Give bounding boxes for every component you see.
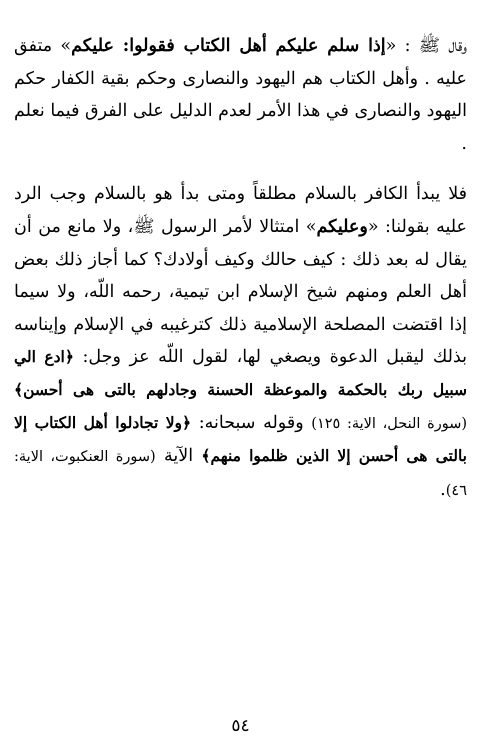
text-segment: وقال ﷺ : «: [385, 36, 467, 56]
paragraph-ruling: [14, 178, 467, 507]
quran-verse-nahl: ﴿ادع الي سبيل ربك بالحكمة والموعظة الحسنة وجادلهم بالتى هى أحسن﴾: [14, 347, 467, 399]
quran-verse-ankabut: ﴿ولا تجادلوا أهل الكتاب إلا بالتى هى أحسن إلا الذين ظلموا منهم﴾: [14, 412, 467, 466]
text-segment: » متفق عليه . وأهل الكتاب هم اليهود والنصارى وحكم بقية الكفار حكم اليهود والنصارى في هذا الأمر لعدم الدليل على الفرق فيما نعلم .: [14, 36, 467, 154]
text-segment: فلا يبدأ الكافر بالسلام مطلقاً ومتى بدأ هو بالسلام وجب الرد عليه بقولنا: «: [14, 184, 467, 237]
page-number: ٥٤: [231, 716, 250, 736]
paragraph-hadith: [14, 30, 467, 160]
text-segment: .: [440, 479, 446, 500]
hadith-quote: إذا سلم عليكم أهل الكتاب فقولوا: عليكم: [71, 36, 386, 56]
text-segment: » امتثالا لأمر الرسول ﷺ، ولا مانع من أن يقال له بعد ذلك : كيف حالك وكيف أولادك؟ كما أجاز ذلك بعض أهل العلم ومنهم شيخ الإسلام ابن تيمية، رحمه اللّه، ولا سيما إذا اقتضت المصلحة الإسلامية ذلك كترغيبه في الإسلام وإيناسه بذلك ليقبل الدعوة ويصغي لها، لقول اللّه عز وجل:: [14, 216, 467, 368]
verse-reference-ankabut: (سورة العنكبوت، الاية: ٤٦): [14, 449, 467, 499]
text-segment: الآية: [155, 446, 202, 467]
text-segment: وقوله سبحانه:: [191, 412, 312, 433]
page-body: [14, 30, 467, 507]
reply-quote: وعليكم: [316, 216, 368, 237]
verse-reference-nahl: (سورة النحل، الاية: ١٢٥): [311, 415, 468, 432]
